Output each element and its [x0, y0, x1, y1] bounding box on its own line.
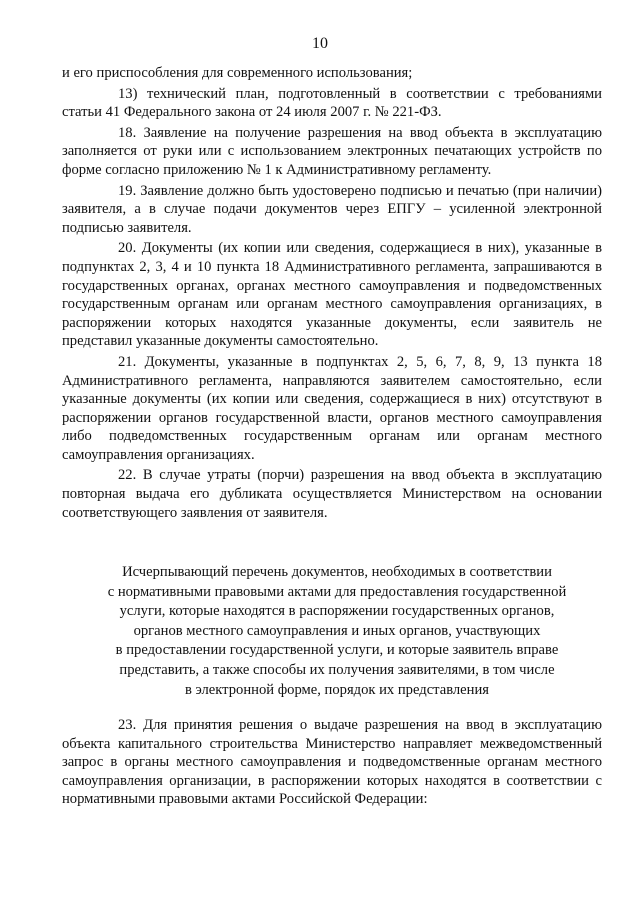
section-heading	[92, 563, 582, 700]
paragraph-23: 23. Для принятия решения о выдаче разрешения на ввод в эксплуатацию объекта капитального строительства Министерство направляет межведомственный запрос в органы местного самоуправления и подведомственные органам местного самоуправления организации, в распоряжении которых находятся в соответствии с нормативными правовыми актами Российской Федерации:	[62, 717, 602, 808]
paragraph-20: 20. Документы (их копии или сведения, содержащиеся в них), указанные в подпунктах 2, 3, 4 и 10 пункта 18 Административного регламента, запрашиваются в государственных органах, органах местного самоуправления и подведомственных государственным органам или органам местного самоуправления организациях, в распоряжении которых находятся указанные документы, если заявитель не представил указанные документы самостоятельно.	[62, 240, 602, 350]
paragraph-18: 18. Заявление на получение разрешения на ввод объекта в эксплуатацию заполняется от руки или с использованием электронных печатающих устройств по форме согласно приложению № 1 к Административному регламенту.	[62, 124, 602, 178]
page-number: 10	[312, 35, 328, 52]
heading-line: в предоставлении государственной услуги, и которые заявитель вправе	[115, 642, 559, 659]
heading-line: органов местного самоуправления и иных органов, участвующих	[133, 622, 541, 639]
heading-line: представить, а также способы их получения заявителями, в том числе	[119, 661, 555, 678]
paragraph-22: 22. В случае утраты (порчи) разрешения на ввод объекта в эксплуатацию повторная выдача его дубликата осуществляется Министерством на основании соответствующего заявления от заявителя.	[62, 467, 602, 521]
heading-line: услуги, которые находятся в распоряжении государственных органов,	[119, 603, 555, 620]
paragraph-item-13: 13) технический план, подготовленный в соответствии с требованиями статьи 41 Федерального закона от 24 июля 2007 г. № 221-ФЗ.	[62, 85, 602, 121]
document-body-continued	[62, 716, 602, 809]
paragraph-21: 21. Документы, указанные в подпунктах 2, 5, 6, 7, 8, 9, 13 пункта 18 Административного регламента, направляются заявителем самостоятельно, если указанные документы (их копии или сведения, содержащиеся в них) отсутствуют в распоряжении органов государственной власти, органов местного самоуправления либо подведомственных государственным органам или органам местного самоуправления организациях.	[62, 353, 602, 463]
paragraph-19: 19. Заявление должно быть удостоверено подписью и печатью (при наличии) заявителя, а в случае подачи документов через ЕПГУ – усиленной электронной подписью заявителя.	[62, 182, 602, 236]
document-body	[62, 64, 602, 522]
heading-line: в электронной форме, порядок их представления	[184, 681, 489, 698]
paragraph-continuation: и его приспособления для современного использования;	[62, 65, 413, 81]
heading-line: Исчерпывающий перечень документов, необходимых в соответствии	[122, 564, 552, 580]
heading-line: с нормативными правовыми актами для предоставления государственной	[107, 583, 567, 600]
